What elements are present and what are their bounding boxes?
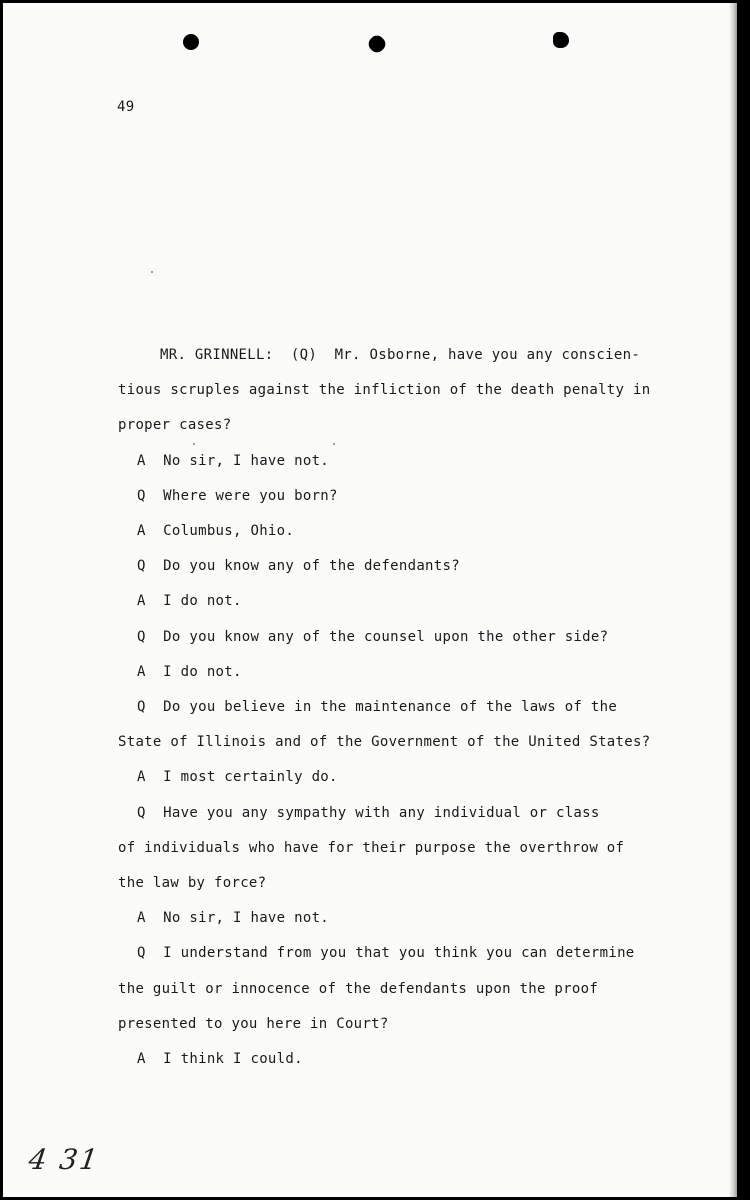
- transcript-line: Q Do you believe in the maintenance of the laws of the: [137, 699, 618, 715]
- transcript-line: A No sir, I have not.: [137, 453, 330, 469]
- transcript-line: MR. GRINNELL: (Q) Mr. Osborne, have you any conscien-: [160, 347, 641, 363]
- transcript-line: A I do not.: [137, 664, 242, 680]
- transcript-line: A I think I could.: [137, 1051, 303, 1067]
- paper-speck: [333, 443, 335, 445]
- transcript-line: the guilt or innocence of the defendants upon the proof: [118, 981, 599, 997]
- transcript-line: of individuals who have for their purpose the overthrow of: [118, 840, 625, 856]
- transcript-line: the law by force?: [118, 875, 267, 891]
- transcript-line: A I most certainly do.: [137, 769, 338, 785]
- transcript-line: A I do not.: [137, 593, 242, 609]
- page-edge-shadow: [729, 3, 737, 1197]
- punch-hole-right: [553, 32, 569, 48]
- transcript-line: tious scruples against the infliction of the death penalty in: [118, 382, 651, 398]
- transcript-line: A Columbus, Ohio.: [137, 523, 295, 539]
- handwritten-note: 4 31: [26, 1143, 102, 1176]
- page-number: 49: [117, 99, 135, 115]
- transcript-line: Q Where were you born?: [137, 488, 338, 504]
- transcript-line: Q Have you any sympathy with any individual or class: [137, 805, 600, 821]
- transcript-line: proper cases?: [118, 417, 232, 433]
- transcript-line: Q Do you know any of the defendants?: [137, 558, 460, 574]
- paper-speck: [193, 443, 195, 445]
- transcript-line: State of Illinois and of the Government of the United States?: [118, 734, 651, 750]
- punch-hole-center: [366, 33, 389, 56]
- document-page: [3, 3, 737, 1197]
- transcript-line: A No sir, I have not.: [137, 910, 330, 926]
- transcript-line: Q Do you know any of the counsel upon the other side?: [137, 629, 609, 645]
- transcript-line: presented to you here in Court?: [118, 1016, 389, 1032]
- paper-speck: [151, 271, 153, 273]
- punch-hole-left: [183, 34, 199, 50]
- transcript-line: Q I understand from you that you think you can determine: [137, 945, 635, 961]
